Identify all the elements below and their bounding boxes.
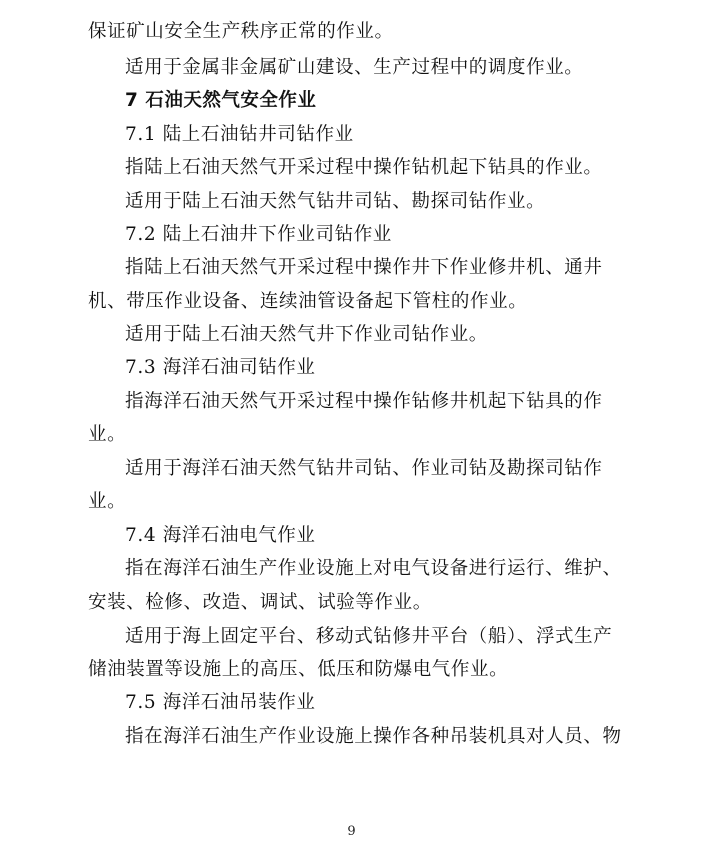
body-paragraph-scope-7-4: 适用于海上固定平台、移动式钻修井平台（船）、浮式生产 — [125, 626, 613, 647]
body-paragraph-scope-7-2: 适用于陆上石油天然气井下作业司钻作业。 — [125, 324, 488, 345]
subsection-heading-7-1: 7.1 陆上石油钻井司钻作业 — [125, 124, 354, 145]
body-paragraph-scope-dispatch: 适用于金属非金属矿山建设、生产过程中的调度作业。 — [125, 57, 584, 78]
body-line-continuation: 业。 — [88, 424, 127, 445]
body-line-continuation: 机、带压作业设备、连续油管设备起下管柱的作业。 — [88, 291, 528, 312]
subsection-heading-7-4: 7.4 海洋石油电气作业 — [125, 525, 316, 546]
subsection-heading-7-5: 7.5 海洋石油吊装作业 — [125, 692, 316, 713]
section-heading-7: 7 石油天然气安全作业 — [125, 90, 317, 111]
body-paragraph-definition-7-2: 指陆上石油天然气开采过程中操作井下作业修井机、通井 — [125, 257, 603, 278]
subsection-heading-7-2: 7.2 陆上石油井下作业司钻作业 — [125, 224, 392, 245]
body-paragraph-definition-7-1: 指陆上石油天然气开采过程中操作钻机起下钻具的作业。 — [125, 157, 603, 178]
body-line-continuation: 储油装置等设施上的高压、低压和防爆电气作业。 — [88, 659, 509, 680]
body-line-continuation: 安装、检修、改造、调试、试验等作业。 — [88, 592, 432, 613]
body-paragraph-scope-7-1: 适用于陆上石油天然气钻井司钻、勘探司钻作业。 — [125, 191, 546, 212]
body-line-continuation: 业。 — [88, 491, 127, 512]
body-paragraph-definition-7-4: 指在海洋石油生产作业设施上对电气设备进行运行、维护、 — [125, 558, 622, 579]
subsection-heading-7-3: 7.3 海洋石油司钻作业 — [125, 357, 316, 378]
body-paragraph-definition-7-3: 指海洋石油天然气开采过程中操作钻修井机起下钻具的作 — [125, 391, 603, 412]
page-number: 9 — [347, 824, 356, 839]
body-paragraph-definition-7-5: 指在海洋石油生产作业设施上操作各种吊装机具对人员、物 — [125, 726, 622, 747]
body-line-continuation: 保证矿山安全生产秩序正常的作业。 — [88, 21, 394, 42]
body-paragraph-scope-7-3: 适用于海洋石油天然气钻井司钻、作业司钻及勘探司钻作 — [125, 458, 603, 479]
